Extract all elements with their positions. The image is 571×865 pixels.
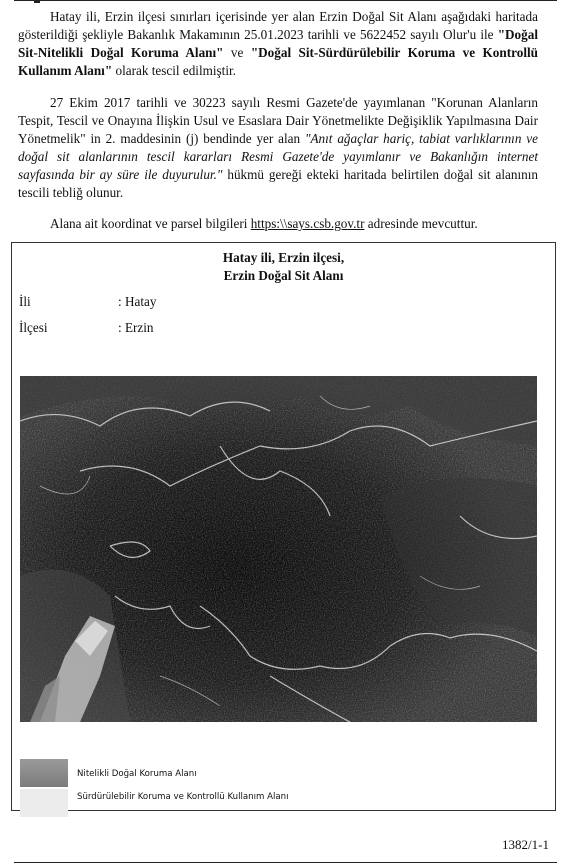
bottom-rule <box>14 862 557 863</box>
legend-swatch-nitelikli <box>20 759 68 787</box>
top-rule <box>14 0 557 1</box>
paragraph-coordinates <box>18 215 538 233</box>
map-frame <box>11 242 556 811</box>
says-link[interactable]: https:\\says.csb.gov.tr <box>250 216 365 231</box>
legend-label-nitelikli: Nitelikli Doğal Koruma Alanı <box>77 769 197 779</box>
ilce-label: İlçesi <box>19 320 48 335</box>
il-value: : Hatay <box>118 294 157 309</box>
il-label: İli <box>19 294 31 309</box>
p1-text-a: Hatay ili, Erzin ilçesi sınırları içerisinde yer alan Erzin Doğal Sit Alanı aşağıdaki haritada gösterildiği şekliyle Bakanlık Makamının 25.01.2023 tarihli ve 5622452 sayılı Olur'u ile <box>18 9 538 42</box>
satellite-map <box>20 376 537 722</box>
p1-text-b: ve <box>223 45 251 60</box>
paragraph-regulation <box>18 94 538 202</box>
map-image <box>20 376 537 722</box>
ilce-value: : Erzin <box>118 320 154 335</box>
p1-text-c: olarak tescil edilmiştir. <box>112 63 236 78</box>
p3-text-a: Alana ait koordinat ve parsel bilgileri <box>50 216 251 231</box>
p2-text-b: hükmü gereği ekteki haritada belirtilen doğal sit alanının tescili tebliğ olunur. <box>18 167 538 200</box>
legend-label-surdurulebilir: Sürdürülebilir Koruma ve Kontrollü Kullanım Alanı <box>77 792 289 802</box>
map-title-line2: Erzin Doğal Sit Alanı <box>223 268 344 283</box>
legend-swatch-surdurulebilir <box>20 789 68 817</box>
map-title <box>12 249 555 285</box>
paragraph-registration <box>18 8 538 80</box>
map-title-line1: Hatay ili, Erzin ilçesi, <box>222 250 345 265</box>
p2-text-a: 27 Ekim 2017 tarihli ve 30223 sayılı Resmi Gazete'de yayımlanan "Korunan Alanların Tespit, Tescil ve Onayına İlişkin Usul ve Esaslara Dair Yönetmelikte Değişiklik Yapılmasına Dair Yönetmelik" in 2. maddesinin (j) bendinde yer alan <box>18 95 538 146</box>
p1-bold-surdurulebilir: "Doğal Sit-Sürdürülebilir Koruma ve Kontrollü Kullanım Alanı" <box>18 45 538 78</box>
p3-text-b: adresinde mevcuttur. <box>364 216 478 231</box>
page-number: 1382/1-1 <box>502 837 549 852</box>
top-mark <box>34 0 40 3</box>
p2-italic-quote: "Anıt ağaçlar hariç, tabiat varlıklarının ve doğal sit alanlarının tescil kararları Resmi Gazete'de yayımlanır ve Bakanlığın internet sayfasında bir ay süre ile duyurulur." <box>18 131 538 182</box>
p1-bold-nitelikli: "Doğal Sit-Nitelikli Doğal Koruma Alanı" <box>18 27 538 60</box>
